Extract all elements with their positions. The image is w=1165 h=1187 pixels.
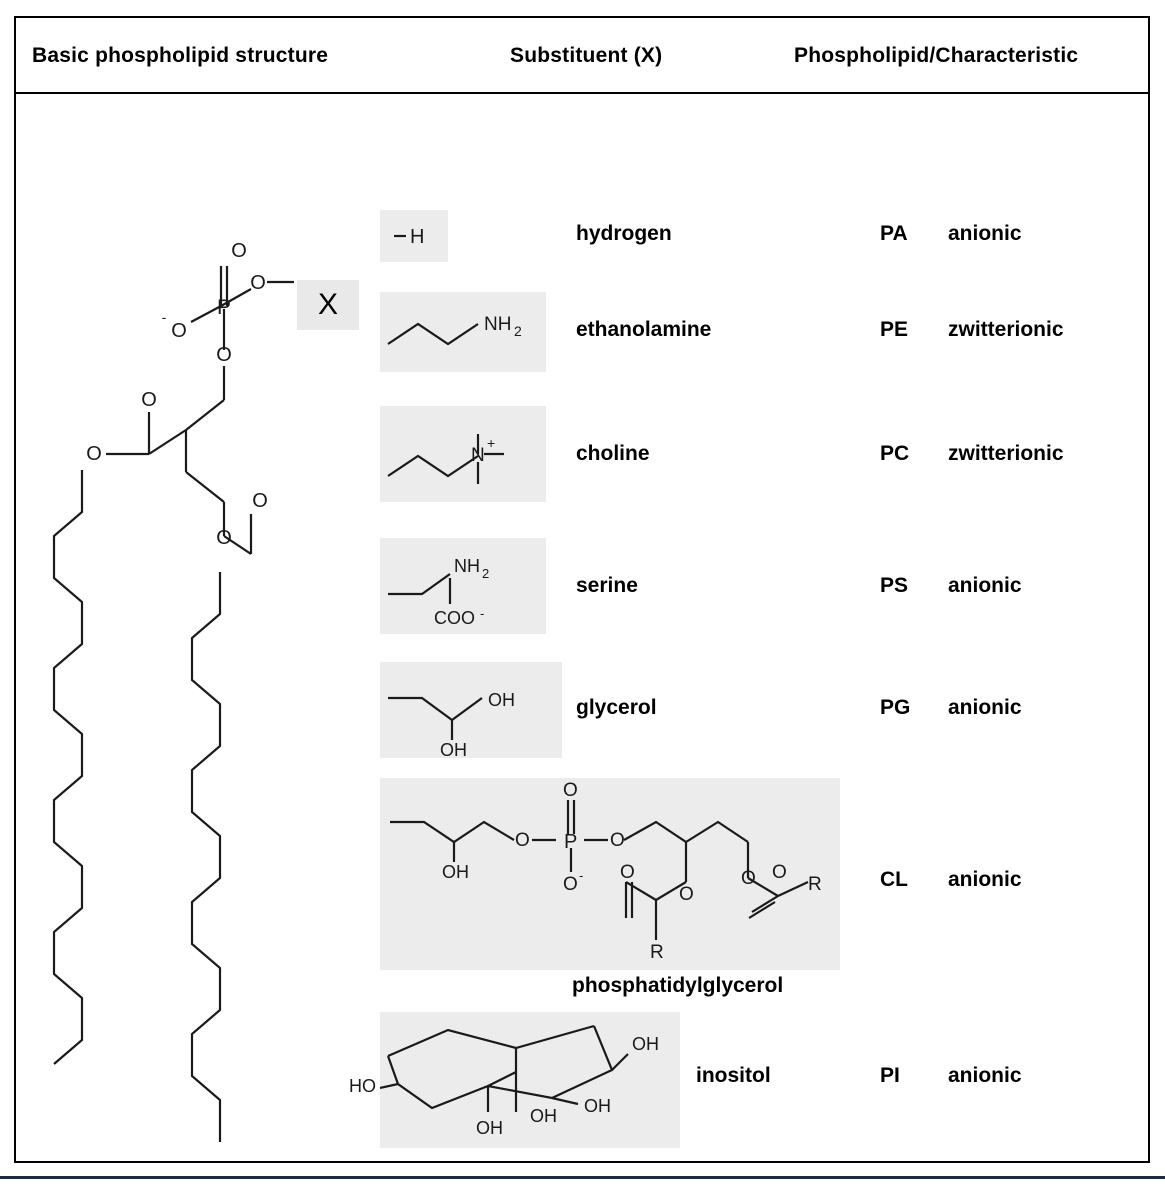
svg-text:OH: OH — [476, 1118, 503, 1138]
svg-text:P: P — [564, 831, 578, 853]
svg-text:OH: OH — [488, 690, 515, 710]
substituent-name-choline: choline — [576, 442, 650, 465]
substituent-row-choline — [16, 406, 1148, 512]
header-basic-structure: Basic phospholipid structure — [32, 44, 329, 67]
svg-text:O: O — [231, 240, 247, 262]
svg-text:+: + — [487, 435, 496, 451]
figure-panel — [14, 16, 1150, 1163]
svg-text:O: O — [141, 389, 157, 411]
svg-text:NH: NH — [484, 314, 512, 335]
svg-text:COO: COO — [434, 608, 476, 628]
substituent-name-hydrogen: hydrogen — [576, 222, 672, 245]
substituent-row-hydrogen — [16, 194, 1148, 280]
svg-text:O: O — [741, 868, 756, 889]
svg-text:O: O — [216, 344, 232, 366]
characteristic-pi: anionic — [948, 1064, 1022, 1087]
bottom-rule — [0, 1176, 1165, 1179]
characteristic-pc: zwitterionic — [948, 442, 1064, 465]
svg-text:2: 2 — [482, 566, 490, 581]
abbr-pi: PI — [880, 1064, 900, 1087]
table-header — [16, 18, 1148, 94]
svg-text:OH: OH — [440, 740, 467, 760]
substituent-box-hydrogen — [380, 210, 448, 262]
substituent-box-glycerol — [380, 662, 562, 758]
abbr-cl: CL — [880, 868, 908, 891]
svg-text:O: O — [679, 884, 694, 905]
svg-text:O: O — [250, 272, 266, 294]
svg-text:O: O — [772, 862, 787, 883]
svg-text:-: - — [161, 309, 167, 325]
svg-text:P: P — [216, 296, 232, 319]
abbr-pe: PE — [880, 318, 909, 341]
abbr-pc: PC — [880, 442, 910, 465]
characteristic-pe: zwitterionic — [948, 318, 1064, 341]
substituent-row-serine — [16, 538, 1148, 648]
svg-text:O: O — [563, 874, 578, 895]
header-phospholipid-characteristic: Phospholipid/Characteristic — [794, 44, 1079, 67]
substituent-name-serine: serine — [576, 574, 638, 597]
characteristic-ps: anionic — [948, 574, 1022, 597]
svg-text:HO: HO — [349, 1076, 376, 1096]
substituent-box-serine — [380, 538, 546, 634]
svg-text:O: O — [216, 527, 232, 549]
substituent-name-cardiolipin: phosphatidylglycerol — [572, 974, 784, 997]
svg-text:OH: OH — [530, 1106, 557, 1126]
svg-text:H: H — [410, 226, 425, 248]
x-label: X — [317, 288, 338, 321]
abbr-ps: PS — [880, 574, 909, 597]
substituent-box-choline — [380, 406, 546, 502]
substituent-box-inositol — [349, 1012, 680, 1148]
svg-text:OH: OH — [632, 1034, 659, 1054]
substituent-row-ethanolamine — [16, 292, 1148, 382]
svg-text:OH: OH — [442, 862, 469, 882]
characteristic-cl: anionic — [948, 868, 1022, 891]
substituent-name-ethanolamine: ethanolamine — [576, 318, 712, 341]
svg-text:N: N — [471, 445, 485, 466]
header-substituent: Substituent (X) — [510, 44, 663, 67]
abbr-pa: PA — [880, 222, 908, 245]
abbr-pg: PG — [880, 696, 911, 719]
svg-text:-: - — [579, 868, 584, 883]
svg-text:O: O — [86, 443, 102, 465]
svg-text:O: O — [515, 830, 530, 851]
svg-text:O: O — [620, 862, 635, 883]
svg-text:R: R — [650, 942, 664, 963]
substituent-row-cardiolipin — [16, 778, 1148, 1038]
substituent-box-cardiolipin — [380, 778, 840, 970]
svg-text:NH: NH — [454, 556, 480, 576]
svg-text:2: 2 — [514, 323, 522, 339]
svg-text:O: O — [563, 780, 578, 801]
substituent-name-inositol: inositol — [696, 1064, 771, 1087]
substituent-row-glycerol — [16, 662, 1148, 776]
svg-text:-: - — [480, 606, 485, 621]
svg-text:O: O — [610, 830, 625, 851]
characteristic-pa: anionic — [948, 222, 1022, 245]
substituent-name-glycerol: glycerol — [576, 696, 657, 719]
svg-text:OH: OH — [584, 1096, 611, 1116]
svg-text:O: O — [171, 320, 187, 342]
svg-text:R: R — [808, 874, 822, 895]
substituent-box-ethanolamine — [380, 292, 546, 372]
figure-body — [16, 94, 1148, 1163]
characteristic-pg: anionic — [948, 696, 1022, 719]
svg-text:O: O — [252, 490, 268, 512]
substituent-row-inositol — [16, 1012, 1148, 1162]
